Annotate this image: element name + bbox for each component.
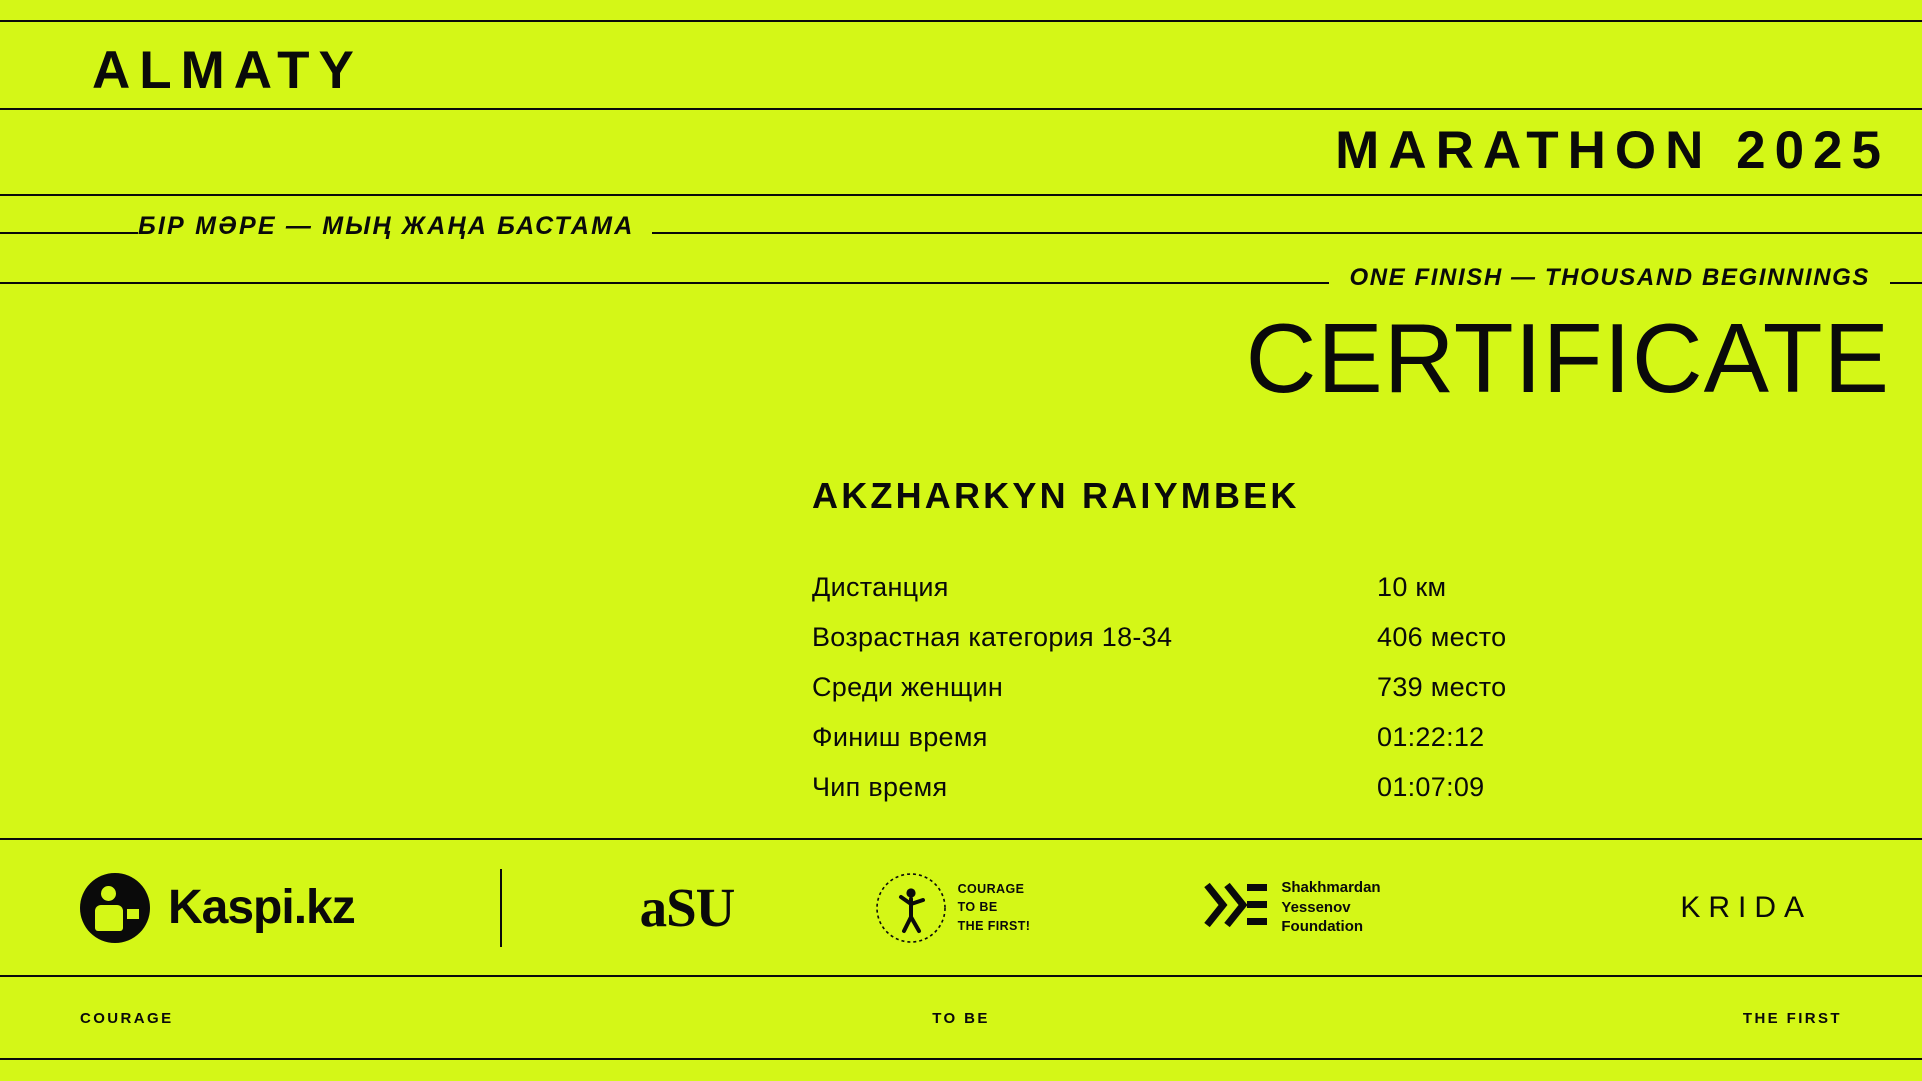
slogan-english: ONE FINISH — THOUSAND BEGINNINGS: [1329, 266, 1890, 290]
courage-text-block: [958, 880, 1031, 934]
shakhmardan-line-3: Foundation: [1281, 918, 1364, 936]
table-row: [812, 722, 1572, 772]
sponsor-krida: [1482, 891, 1904, 925]
event-title: MARATHON 2025: [1335, 121, 1890, 180]
rule-under-marathon: [0, 194, 1922, 196]
rule-bottom: [0, 1058, 1922, 1060]
slogan-kazakh: БІР МӘРЕ — МЫҢ ЖАҢА БАСТАМА: [138, 214, 652, 239]
shakhmardan-text-block: [1281, 878, 1380, 937]
shakhmardan-line-2: Yessenov: [1281, 898, 1351, 916]
courage-line-1: COURAGE: [957, 882, 1025, 897]
table-row: [812, 772, 1572, 822]
footer-right-text: THE FIRST: [1742, 1010, 1842, 1027]
city-title: ALMATY: [92, 41, 363, 100]
result-label: Финиш время: [812, 722, 988, 752]
shakhmardan-line-1: Shakhmardan: [1281, 878, 1381, 896]
results-table: [812, 572, 1572, 822]
table-row: [812, 622, 1572, 672]
rule-top: [0, 20, 1922, 22]
sponsor-asu: [572, 876, 802, 939]
sponsor-kaspi: [0, 873, 500, 943]
courage-person-icon: [874, 871, 948, 945]
courage-line-2: TO BE: [957, 900, 998, 915]
table-row: [812, 572, 1572, 622]
footer: [0, 1010, 1922, 1027]
sponsor-shakhmardan-yessenov: [1102, 878, 1482, 937]
kaspi-logo-icon: [80, 873, 150, 943]
result-label: Возрастная категория 18-34: [812, 622, 1173, 652]
result-label: Дистанция: [812, 572, 949, 602]
result-value: 01:22:12: [1377, 722, 1485, 752]
page-title: CERTIFICATE: [1245, 303, 1890, 413]
athlete-name: AKZHARKYN RAIYMBEK: [812, 475, 1300, 516]
footer-left-text: COURAGE: [80, 1010, 174, 1027]
sponsor-divider: [500, 869, 502, 947]
result-value: 01:07:09: [1377, 772, 1485, 802]
yessenov-logo-icon: [1203, 879, 1269, 936]
result-label: Среди женщин: [812, 672, 1004, 702]
courage-line-3: THE FIRST!: [957, 918, 1031, 933]
result-value: 10 км: [1377, 572, 1447, 602]
rule-below-sponsors: [0, 975, 1922, 977]
sponsor-asu-label: aSU: [639, 877, 735, 938]
sponsor-kaspi-label: Kaspi.kz: [168, 881, 355, 934]
result-label: Чип время: [812, 772, 948, 802]
table-row: [812, 672, 1572, 722]
footer-center-text: TO BE: [932, 1010, 990, 1027]
sponsor-courage-fund: [802, 871, 1102, 945]
result-value: 406 место: [1377, 622, 1507, 652]
result-value: 739 место: [1377, 672, 1507, 702]
sponsor-krida-label: KRIDA: [1680, 890, 1812, 924]
rule-under-almaty: [0, 108, 1922, 110]
sponsor-row: [0, 840, 1922, 975]
